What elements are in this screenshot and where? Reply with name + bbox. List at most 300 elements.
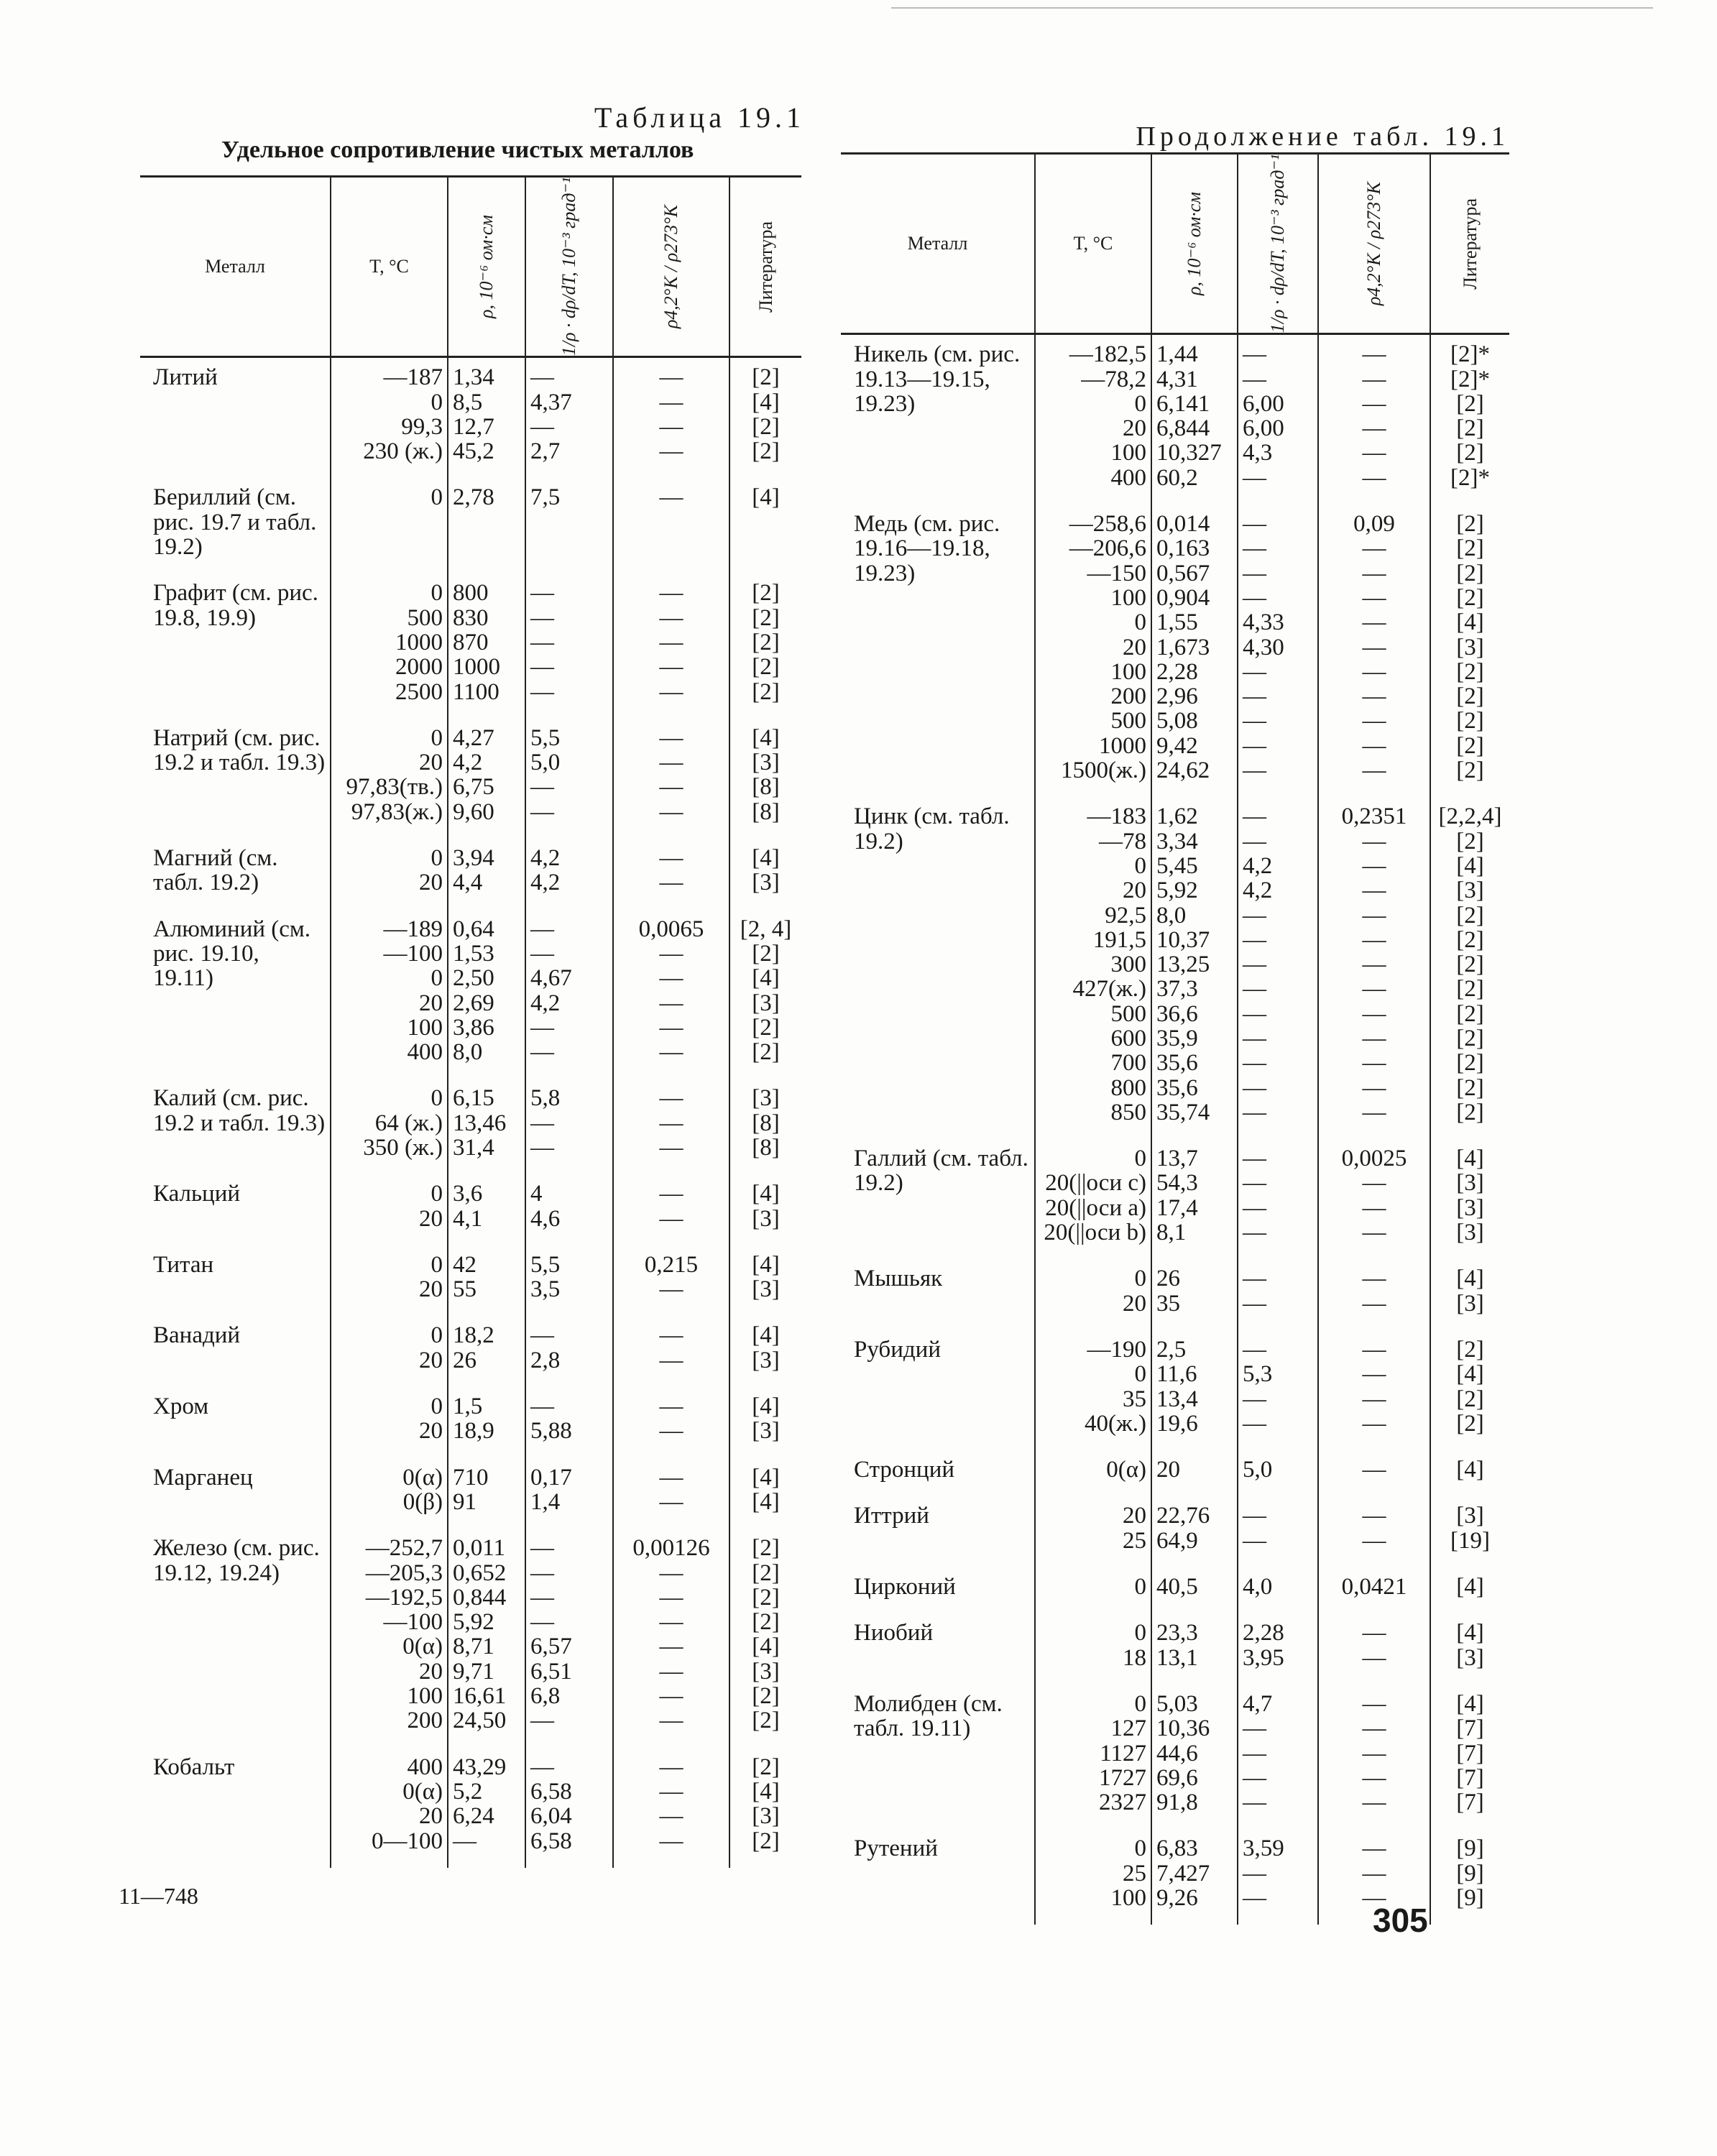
t-cell (1035, 1613, 1151, 1685)
lit-value: [2] (752, 1535, 780, 1562)
t-value: 200 (407, 1708, 443, 1734)
t-value: —183 (1087, 803, 1146, 830)
rho-value: 44,6 (1156, 1740, 1198, 1766)
t-value: 0 (431, 1251, 443, 1278)
t-cell (1035, 1567, 1151, 1613)
ratio-value: — (659, 1778, 683, 1805)
t-value: 2500 (395, 678, 443, 705)
rho-value: 9,26 (1156, 1885, 1198, 1912)
drho-value: — (1243, 757, 1266, 784)
lit-cell (729, 719, 801, 839)
lit-cell (729, 839, 801, 910)
drho-cell (525, 573, 613, 718)
drho-value: — (1243, 1220, 1266, 1246)
drho-value: 4,0 (1243, 1574, 1273, 1600)
lit-value: [2] (1456, 902, 1484, 929)
rho-cell (1151, 1829, 1238, 1925)
lit-value: [2] (752, 678, 780, 705)
ratio-value: — (1362, 464, 1386, 491)
ratio-value: 0,09 (1353, 511, 1395, 538)
metal-name: Рутений (854, 1835, 938, 1862)
table-row (140, 478, 801, 573)
drho-value: 5,3 (1243, 1361, 1273, 1388)
lit-value: [2] (1456, 658, 1484, 685)
table-row (140, 1748, 801, 1868)
lit-value: [3] (1456, 1503, 1484, 1529)
drho-value: 1,4 (530, 1488, 561, 1515)
t-value: 0—100 (372, 1828, 443, 1854)
rho-value: 8,71 (453, 1634, 494, 1660)
drho-value: — (1243, 511, 1266, 538)
t-value: 600 (1110, 1026, 1146, 1051)
lit-value: [2] (1456, 1050, 1484, 1077)
t-value: 0(β) (402, 1488, 443, 1515)
metal-name-cell (140, 910, 331, 1079)
ratio-value: — (1362, 1789, 1386, 1816)
table-right-body (841, 334, 1509, 1925)
metal-name: Цирконий (854, 1574, 956, 1600)
t-value: 100 (407, 1014, 443, 1041)
ratio-cell (1318, 505, 1430, 797)
lit-value: [4] (1456, 852, 1484, 879)
drho-value: 0,17 (530, 1464, 572, 1491)
drho-value: — (530, 364, 554, 391)
ratio-cell (1318, 1613, 1430, 1685)
t-value: 100 (1110, 658, 1146, 685)
drho-value: — (530, 774, 554, 801)
drho-value: 4,2 (530, 870, 561, 896)
lit-value: [3] (752, 1658, 780, 1685)
col-rho-header: ρ, 10⁻⁶ ом·см (1151, 154, 1238, 334)
drho-value: — (1243, 1860, 1266, 1886)
t-cell (1035, 1259, 1151, 1330)
ratio-value: — (1362, 683, 1386, 710)
drho-cell (525, 1458, 613, 1529)
drho-value: — (530, 1393, 554, 1420)
rho-value: 1,673 (1156, 634, 1210, 660)
lit-value: [3] (752, 750, 780, 776)
lit-value: [8] (752, 1110, 780, 1136)
drho-value: — (530, 604, 554, 631)
lit-value: [2]* (1450, 464, 1490, 491)
metal-name: Хром (153, 1393, 209, 1420)
lit-value: [2] (752, 364, 780, 391)
drho-value: 4,7 (1243, 1690, 1273, 1717)
drho-value: — (530, 1135, 554, 1161)
rho-cell (1151, 1259, 1238, 1330)
ratio-value: — (1362, 902, 1386, 929)
lit-value: [2] (1456, 828, 1484, 854)
lit-cell (1430, 505, 1509, 797)
t-value: 0 (431, 1322, 443, 1349)
rho-value: 0,904 (1156, 584, 1210, 611)
drho-value: — (530, 1110, 554, 1136)
rho-value: 35,74 (1156, 1099, 1210, 1125)
rho-value: 13,7 (1156, 1146, 1198, 1172)
metal-name: Марганец (153, 1464, 253, 1491)
drho-value: 4,2 (530, 990, 561, 1016)
t-value: —78,2 (1081, 366, 1146, 392)
ratio-cell (613, 1316, 729, 1387)
t-value: 0 (1134, 390, 1146, 417)
drho-value: — (1243, 1000, 1266, 1027)
resistivity-table-right (841, 152, 1509, 1925)
rho-value: 800 (453, 580, 489, 607)
rho-value: 35,6 (1156, 1074, 1198, 1101)
t-value: 100 (407, 1683, 443, 1710)
rho-value: 55 (453, 1276, 477, 1303)
rho-cell (448, 573, 525, 718)
col-metal-header: Металл (841, 154, 1035, 334)
ratio-value: — (659, 1181, 683, 1207)
lit-value: [4] (1456, 1574, 1484, 1600)
drho-value: — (530, 629, 554, 655)
metal-name-cell (140, 719, 331, 839)
ratio-cell (1318, 1330, 1430, 1450)
metal-name: Натрий (см. рис. 19.2 и табл. 19.3) (153, 724, 326, 776)
rho-cell (1151, 505, 1238, 797)
rho-value: 24,50 (453, 1708, 507, 1734)
t-cell (1035, 1685, 1151, 1829)
drho-value: 4,2 (1243, 877, 1273, 904)
lit-value: [3] (752, 1418, 780, 1445)
t-value: 2000 (395, 654, 443, 681)
t-value: 0 (431, 1181, 443, 1207)
drho-value: — (1243, 902, 1266, 929)
ratio-cell (613, 573, 729, 718)
table-row (140, 1245, 801, 1317)
ratio-value: — (659, 724, 683, 751)
ratio-value: — (1362, 390, 1386, 417)
t-value: —189 (383, 916, 443, 942)
t-value: 99,3 (401, 413, 443, 440)
t-value: —205,3 (365, 1560, 443, 1586)
ratio-value: — (659, 1609, 683, 1636)
ratio-value: — (659, 654, 683, 681)
ratio-value: 0,0025 (1341, 1146, 1407, 1172)
metal-name: Медь (см. рис. 19.16—19.18, 19.23) (854, 511, 1000, 586)
drho-value: — (1243, 1410, 1266, 1437)
rho-value: 2,5 (1156, 1336, 1187, 1363)
lit-value: [3] (1456, 877, 1484, 904)
scan-edge-line (891, 7, 1653, 9)
t-value: 0 (431, 389, 443, 415)
t-cell (1035, 1450, 1151, 1496)
metal-name: Графит (см. рис. 19.8, 19.9) (153, 580, 318, 631)
metal-name: Железо (см. рис. 19.12, 19.24) (153, 1535, 320, 1586)
ratio-value: — (1362, 1026, 1386, 1051)
t-value: 0 (1134, 1690, 1146, 1717)
ratio-value: — (659, 845, 683, 872)
rho-value: 35,6 (1156, 1050, 1198, 1077)
ratio-cell (613, 1529, 729, 1747)
metal-name-cell (841, 1259, 1035, 1330)
lit-value: [2, 4] (740, 916, 792, 942)
metal-name: Магний (см. табл. 19.2) (153, 845, 278, 896)
drho-cell (1238, 1330, 1318, 1450)
drho-value: 6,04 (530, 1803, 572, 1830)
rho-value: 35,9 (1156, 1026, 1198, 1051)
rho-value: 8,5 (453, 389, 483, 415)
metal-name: Кальций (153, 1181, 241, 1207)
rho-cell (448, 478, 525, 573)
ratio-value: — (1362, 634, 1386, 660)
drho-value: — (530, 1754, 554, 1780)
table-row (841, 1259, 1509, 1330)
rho-value: 64,9 (1156, 1527, 1198, 1554)
rho-value: 9,42 (1156, 732, 1198, 759)
rho-value: 1100 (453, 678, 500, 705)
lit-value: [2] (1456, 952, 1484, 978)
drho-value: — (1243, 366, 1266, 392)
lit-value: [2]* (1450, 366, 1490, 392)
rho-value: 5,08 (1156, 708, 1198, 734)
ratio-value: — (1362, 1503, 1386, 1529)
table-row (140, 1529, 801, 1747)
ratio-cell (1318, 1567, 1430, 1613)
lit-cell (1430, 797, 1509, 1139)
metal-name-cell (140, 1174, 331, 1245)
table-row (140, 839, 801, 910)
col-temp-header: T, °C (1035, 154, 1151, 334)
rho-value: 19,6 (1156, 1410, 1198, 1437)
ratio-value: — (1362, 877, 1386, 904)
drho-value: 5,0 (530, 750, 561, 776)
table-row (140, 1458, 801, 1529)
drho-value: — (1243, 464, 1266, 491)
rho-value: 17,4 (1156, 1194, 1198, 1221)
t-value: 20 (419, 1276, 443, 1303)
metal-name: Молибден (см. табл. 19.11) (854, 1690, 1003, 1742)
t-value: 0(α) (402, 1634, 443, 1660)
lit-value: [4] (1456, 1266, 1484, 1292)
metal-name-cell (841, 1613, 1035, 1685)
ratio-value: — (659, 413, 683, 440)
t-cell (331, 1748, 448, 1868)
ratio-value: — (659, 438, 683, 465)
drho-value: — (1243, 1266, 1266, 1292)
t-value: 20(||оси b) (1044, 1220, 1146, 1246)
ratio-value: — (1362, 341, 1386, 368)
rho-cell (1151, 1496, 1238, 1567)
drho-value: — (1243, 1146, 1266, 1172)
metal-name: Кобальт (153, 1754, 235, 1780)
t-cell (331, 1458, 448, 1529)
ratio-cell (613, 1245, 729, 1317)
lit-value: [3] (752, 1803, 780, 1830)
t-cell (331, 1529, 448, 1747)
metal-name: Бериллий (см. рис. 19.7 и табл. 19.2) (153, 484, 317, 561)
ratio-value: — (659, 1754, 683, 1780)
drho-value: 4,2 (1243, 852, 1273, 879)
drho-cell (1238, 1496, 1318, 1567)
ratio-cell (613, 1748, 729, 1868)
rho-value: 710 (453, 1464, 489, 1491)
rho-value: 60,2 (1156, 464, 1198, 491)
metal-name: Стронций (854, 1457, 955, 1483)
t-value: 25 (1123, 1860, 1146, 1886)
rho-value: 6,844 (1156, 415, 1210, 442)
drho-value: — (1243, 341, 1266, 368)
rho-cell (448, 1079, 525, 1174)
ratio-value: — (659, 750, 683, 776)
t-value: —192,5 (365, 1584, 443, 1611)
ratio-value: 0,0065 (638, 916, 704, 942)
metal-name-cell (841, 1330, 1035, 1450)
t-cell (331, 910, 448, 1079)
rho-value: 10,327 (1156, 440, 1222, 466)
rho-value: 6,24 (453, 1803, 494, 1830)
ratio-cell (613, 1458, 729, 1529)
t-cell (1035, 1330, 1151, 1450)
t-value: 20 (1123, 634, 1146, 660)
rho-cell (448, 719, 525, 839)
t-value: 20 (419, 1803, 443, 1830)
rho-cell (1151, 334, 1238, 505)
drho-value: 6,57 (530, 1634, 572, 1660)
lit-value: [2] (1456, 415, 1484, 442)
rho-value: 0,652 (453, 1560, 507, 1586)
ratio-value: — (1362, 560, 1386, 586)
t-value: 700 (1110, 1050, 1146, 1077)
rho-value: 23,3 (1156, 1620, 1198, 1646)
table-row (140, 1174, 801, 1245)
ratio-value: — (659, 678, 683, 705)
metal-name-cell (841, 1829, 1035, 1925)
rho-value: 2,50 (453, 965, 494, 992)
ratio-value: — (1362, 976, 1386, 1003)
drho-cell (1238, 1685, 1318, 1829)
lit-value: [2] (752, 413, 780, 440)
t-value: 500 (1110, 708, 1146, 734)
rho-value: 10,36 (1156, 1715, 1210, 1742)
drho-cell (525, 478, 613, 573)
t-value: 20 (419, 990, 443, 1016)
lit-value: [3] (1456, 1644, 1484, 1671)
rho-value: 5,45 (1156, 852, 1198, 879)
t-value: 100 (1110, 1885, 1146, 1912)
ratio-value: — (1362, 852, 1386, 879)
ratio-value: — (1362, 1290, 1386, 1317)
metal-name-cell (140, 357, 331, 479)
rho-value: 3,94 (453, 845, 494, 872)
lit-cell (729, 357, 801, 479)
lit-value: [7] (1456, 1764, 1484, 1791)
drho-value: — (530, 1708, 554, 1734)
lit-value: [2] (1456, 1074, 1484, 1101)
drho-value: — (530, 580, 554, 607)
lit-value: [4] (1456, 1361, 1484, 1388)
drho-value: 6,00 (1243, 390, 1284, 417)
drho-value: — (1243, 1170, 1266, 1197)
ratio-cell (613, 1079, 729, 1174)
lit-value: [2]* (1450, 341, 1490, 368)
rho-value: 24,62 (1156, 757, 1210, 784)
drho-value: — (1243, 1194, 1266, 1221)
lit-value: [2] (1456, 1000, 1484, 1027)
rho-value: 4,1 (453, 1205, 483, 1232)
rho-value: 4,27 (453, 724, 494, 751)
lit-value: [2] (1456, 708, 1484, 734)
drho-cell (1238, 1613, 1318, 1685)
rho-value: 3,34 (1156, 828, 1198, 854)
t-value: —190 (1087, 1336, 1146, 1363)
metal-name: Калий (см. рис. 19.2 и табл. 19.3) (153, 1085, 326, 1136)
t-value: 400 (407, 1039, 443, 1066)
lit-value: [2] (752, 1683, 780, 1710)
lit-cell (729, 478, 801, 573)
rho-value: 1,62 (1156, 803, 1198, 830)
ratio-value: — (659, 1085, 683, 1112)
lit-cell (1430, 1496, 1509, 1567)
rho-value: 2,69 (453, 990, 494, 1016)
lit-value: [3] (752, 1205, 780, 1232)
lit-value: [4] (752, 1393, 780, 1420)
drho-value: — (530, 1322, 554, 1349)
table-row (140, 357, 801, 479)
rho-value: 5,92 (1156, 877, 1198, 904)
drho-value: — (1243, 803, 1266, 830)
lit-value: [4] (1456, 609, 1484, 636)
lit-value: [2] (1456, 584, 1484, 611)
ratio-value: — (659, 580, 683, 607)
t-value: —150 (1087, 560, 1146, 586)
t-cell (1035, 1139, 1151, 1259)
ratio-value: — (659, 990, 683, 1016)
t-value: 20 (1123, 1290, 1146, 1317)
metal-name-cell (841, 334, 1035, 505)
rho-value: 0,567 (1156, 560, 1210, 586)
drho-value: — (1243, 1336, 1266, 1363)
lit-value: [2] (1456, 926, 1484, 953)
drho-cell (1238, 334, 1318, 505)
metal-name: Алюминий (см. рис. 19.10, 19.11) (153, 916, 311, 992)
ratio-value: — (1362, 535, 1386, 562)
ratio-value: — (1362, 1000, 1386, 1027)
table-row (140, 1079, 801, 1174)
lit-cell (1430, 1613, 1509, 1685)
t-value: 850 (1110, 1099, 1146, 1125)
lit-value: [3] (752, 870, 780, 896)
drho-value: — (530, 654, 554, 681)
ratio-value: — (1362, 1835, 1386, 1862)
rho-value: 31,4 (453, 1135, 494, 1161)
drho-value: — (1243, 535, 1266, 562)
lit-value: [19] (1450, 1527, 1490, 1554)
table-left-body (140, 357, 801, 1868)
lit-value: [2] (1456, 1336, 1484, 1363)
t-cell (1035, 797, 1151, 1139)
ratio-value: — (659, 484, 683, 511)
t-value: 100 (1110, 440, 1146, 466)
rho-value: 22,76 (1156, 1503, 1210, 1529)
t-value: 0 (1134, 1266, 1146, 1292)
ratio-value: — (659, 1039, 683, 1066)
ratio-value: 0,2351 (1341, 803, 1407, 830)
ratio-value: — (1362, 1170, 1386, 1197)
t-value: 0(α) (402, 1778, 443, 1805)
drho-value: — (1243, 828, 1266, 854)
rho-value: — (453, 1828, 477, 1854)
drho-cell (525, 1529, 613, 1747)
drho-cell (1238, 1567, 1318, 1613)
lit-value: [2] (752, 654, 780, 681)
ratio-value: — (659, 1464, 683, 1491)
drho-value: — (1243, 1740, 1266, 1766)
lit-value: [4] (752, 724, 780, 751)
t-cell (331, 478, 448, 573)
drho-value: — (530, 413, 554, 440)
